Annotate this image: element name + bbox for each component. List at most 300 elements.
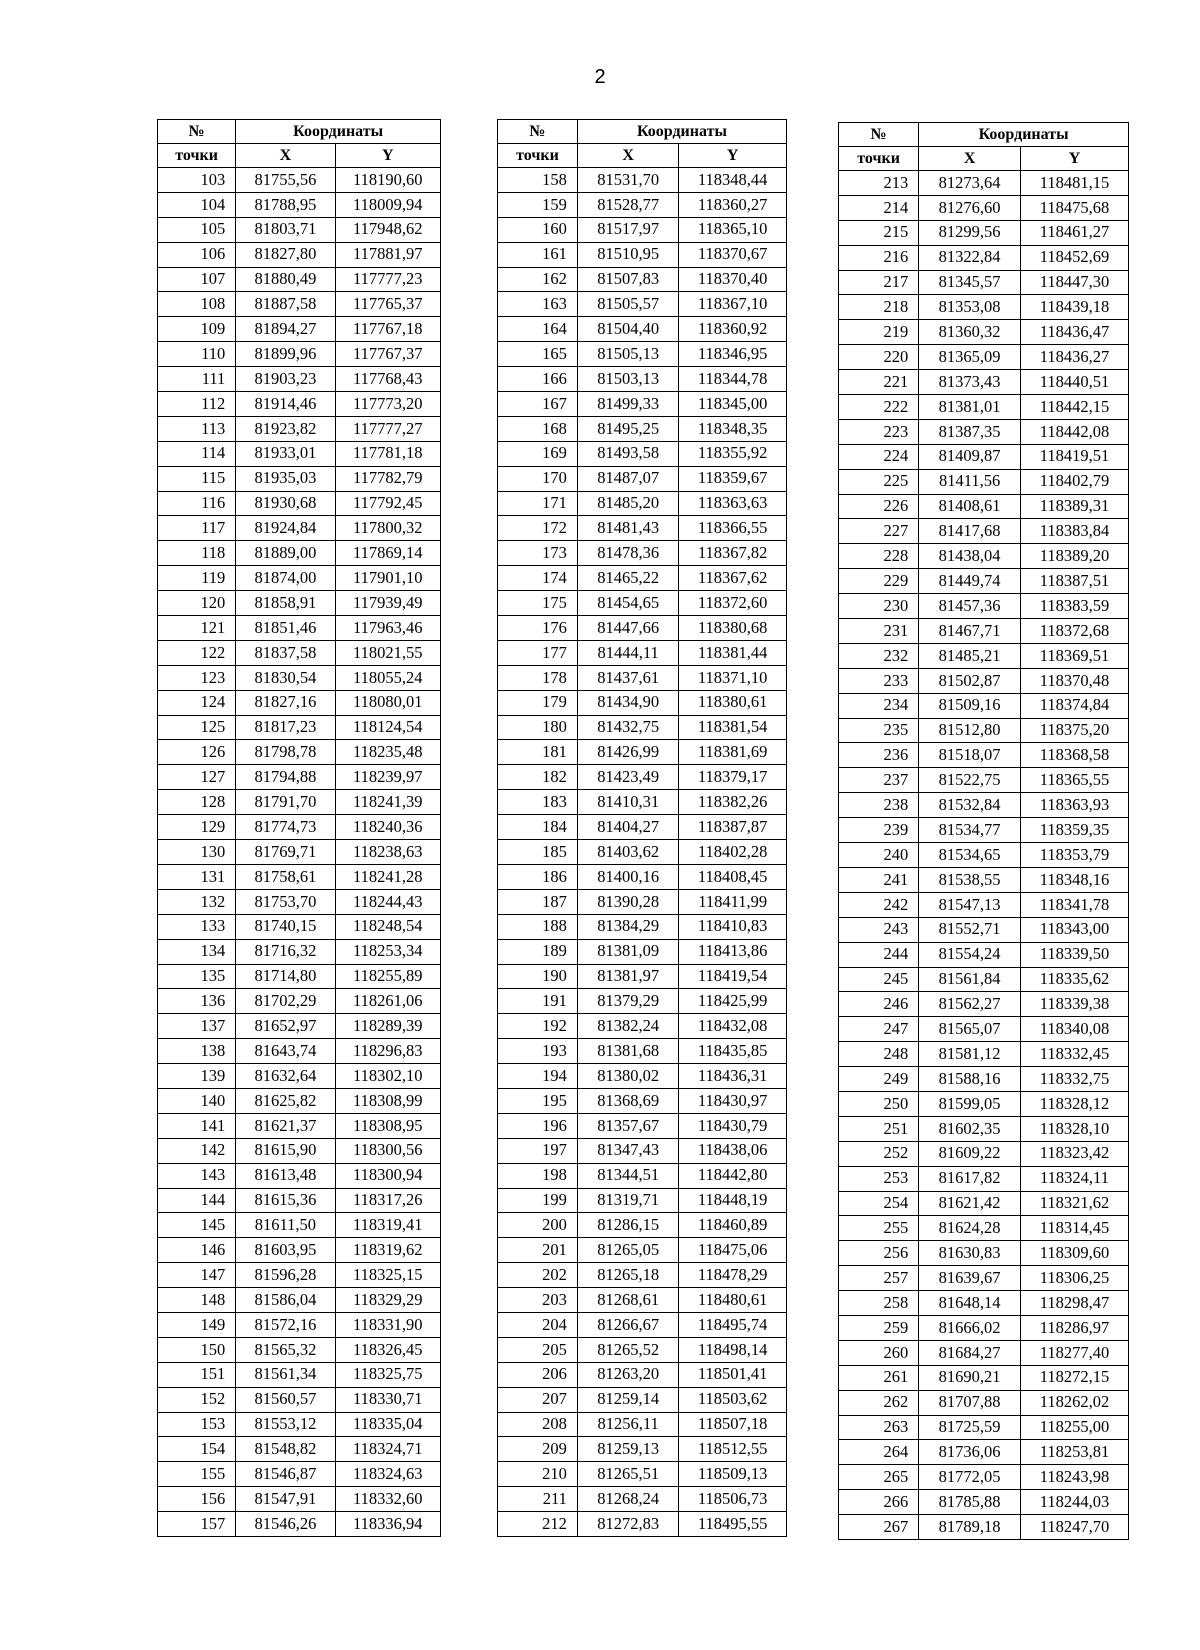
point-number-cell: 225 — [839, 469, 919, 494]
table-row — [839, 843, 1129, 868]
x-coordinate-cell: 81652,97 — [236, 1014, 335, 1039]
x-coordinate-cell: 81532,84 — [919, 793, 1021, 818]
table-row — [498, 217, 787, 242]
table-row — [498, 1387, 787, 1412]
y-coordinate-cell: 117767,18 — [335, 317, 440, 342]
table-row — [158, 267, 441, 292]
y-coordinate-cell: 118498,14 — [679, 1337, 787, 1362]
x-coordinate-cell: 81534,77 — [919, 818, 1021, 843]
x-coordinate-cell: 81487,07 — [577, 466, 678, 491]
x-coordinate-cell: 81384,29 — [577, 914, 678, 939]
point-number-cell: 107 — [158, 267, 236, 292]
table-row — [498, 317, 787, 342]
x-coordinate-cell: 81560,57 — [236, 1387, 335, 1412]
x-coordinate-cell: 81690,21 — [919, 1365, 1021, 1390]
point-number-cell: 191 — [498, 989, 578, 1014]
y-coordinate-cell: 118241,39 — [335, 790, 440, 815]
x-coordinate-cell: 81265,51 — [577, 1462, 678, 1487]
x-coordinate-cell: 81510,95 — [577, 242, 678, 267]
x-coordinate-cell: 81707,88 — [919, 1390, 1021, 1415]
y-coordinate-cell: 118383,84 — [1021, 519, 1129, 544]
y-coordinate-cell: 118124,54 — [335, 715, 440, 740]
point-number-cell: 134 — [158, 939, 236, 964]
table-row — [498, 591, 787, 616]
y-coordinate-cell: 118495,74 — [679, 1312, 787, 1337]
point-number-cell: 213 — [839, 171, 919, 196]
point-number-cell: 130 — [158, 840, 236, 865]
point-number-cell: 155 — [158, 1462, 236, 1487]
point-number-cell: 150 — [158, 1337, 236, 1362]
y-coordinate-cell: 118387,51 — [1021, 569, 1129, 594]
point-number-cell: 170 — [498, 466, 578, 491]
point-number-cell: 125 — [158, 715, 236, 740]
table-row — [498, 416, 787, 441]
x-coordinate-cell: 81684,27 — [919, 1340, 1021, 1365]
y-coordinate-cell: 118460,89 — [679, 1213, 787, 1238]
point-number-cell: 267 — [839, 1515, 919, 1540]
point-number-cell: 135 — [158, 964, 236, 989]
y-coordinate-cell: 118503,62 — [679, 1387, 787, 1412]
table-row — [158, 1412, 441, 1437]
table-row — [158, 516, 441, 541]
x-coordinate-cell: 81505,57 — [577, 292, 678, 317]
point-number-cell: 266 — [839, 1490, 919, 1515]
table-row — [158, 740, 441, 765]
point-number-cell: 119 — [158, 566, 236, 591]
point-number-cell: 168 — [498, 416, 578, 441]
y-coordinate-cell: 118317,26 — [335, 1188, 440, 1213]
y-coordinate-cell: 118387,87 — [679, 815, 787, 840]
point-number-cell: 204 — [498, 1312, 578, 1337]
table-row — [839, 295, 1129, 320]
table-row — [839, 1490, 1129, 1515]
point-number-cell: 230 — [839, 594, 919, 619]
table-row — [158, 242, 441, 267]
table-row — [839, 1515, 1129, 1540]
table-row — [498, 640, 787, 665]
table-row — [498, 392, 787, 417]
point-number-cell: 151 — [158, 1362, 236, 1387]
point-number-cell: 131 — [158, 864, 236, 889]
x-coordinate-cell: 81586,04 — [236, 1288, 335, 1313]
y-coordinate-cell: 118262,02 — [1021, 1390, 1129, 1415]
x-coordinate-cell: 81603,95 — [236, 1238, 335, 1263]
x-coordinate-cell: 81552,71 — [919, 917, 1021, 942]
point-number-cell: 108 — [158, 292, 236, 317]
x-coordinate-cell: 81632,64 — [236, 1064, 335, 1089]
point-number-cell: 253 — [839, 1166, 919, 1191]
table-row — [839, 1191, 1129, 1216]
point-number-cell: 153 — [158, 1412, 236, 1437]
x-coordinate-cell: 81512,80 — [919, 718, 1021, 743]
header-no: № — [498, 120, 578, 144]
x-coordinate-cell: 81725,59 — [919, 1415, 1021, 1440]
table-row — [158, 1263, 441, 1288]
x-coordinate-cell: 81493,58 — [577, 441, 678, 466]
y-coordinate-cell: 117901,10 — [335, 566, 440, 591]
point-number-cell: 265 — [839, 1465, 919, 1490]
x-coordinate-cell: 81880,49 — [236, 267, 335, 292]
table-row — [158, 292, 441, 317]
point-number-cell: 248 — [839, 1042, 919, 1067]
x-coordinate-cell: 81599,05 — [919, 1091, 1021, 1116]
x-coordinate-cell: 81572,16 — [236, 1312, 335, 1337]
table-row — [498, 566, 787, 591]
point-number-cell: 190 — [498, 964, 578, 989]
x-coordinate-cell: 81534,65 — [919, 843, 1021, 868]
table-row — [839, 270, 1129, 295]
y-coordinate-cell: 118363,93 — [1021, 793, 1129, 818]
table-row — [498, 516, 787, 541]
y-coordinate-cell: 118461,27 — [1021, 220, 1129, 245]
point-number-cell: 109 — [158, 317, 236, 342]
y-coordinate-cell: 118419,54 — [679, 964, 787, 989]
y-coordinate-cell: 118302,10 — [335, 1064, 440, 1089]
x-coordinate-cell: 81547,91 — [236, 1487, 335, 1512]
point-number-cell: 212 — [498, 1512, 578, 1537]
y-coordinate-cell: 117777,23 — [335, 267, 440, 292]
table-row — [158, 790, 441, 815]
table-row — [839, 1141, 1129, 1166]
y-coordinate-cell: 118381,54 — [679, 715, 787, 740]
x-coordinate-cell: 81447,66 — [577, 616, 678, 641]
y-coordinate-cell: 117781,18 — [335, 441, 440, 466]
x-coordinate-cell: 81437,61 — [577, 665, 678, 690]
x-coordinate-cell: 81381,68 — [577, 1039, 678, 1064]
x-coordinate-cell: 81817,23 — [236, 715, 335, 740]
table-row — [839, 1091, 1129, 1116]
point-number-cell: 174 — [498, 566, 578, 591]
point-number-cell: 133 — [158, 914, 236, 939]
table-row — [839, 818, 1129, 843]
y-coordinate-cell: 118340,08 — [1021, 1017, 1129, 1042]
table-row — [839, 643, 1129, 668]
y-coordinate-cell: 117767,37 — [335, 342, 440, 367]
y-coordinate-cell: 118481,15 — [1021, 171, 1129, 196]
point-number-cell: 215 — [839, 220, 919, 245]
header-point: точки — [158, 144, 236, 168]
table-row — [839, 1440, 1129, 1465]
point-number-cell: 129 — [158, 815, 236, 840]
x-coordinate-cell: 81769,71 — [236, 840, 335, 865]
y-coordinate-cell: 118365,10 — [679, 217, 787, 242]
coordinates-table-1 — [157, 119, 441, 1537]
point-number-cell: 229 — [839, 569, 919, 594]
y-coordinate-cell: 118343,00 — [1021, 917, 1129, 942]
table-row — [839, 867, 1129, 892]
point-number-cell: 220 — [839, 345, 919, 370]
point-number-cell: 147 — [158, 1263, 236, 1288]
x-coordinate-cell: 81837,58 — [236, 640, 335, 665]
y-coordinate-cell: 118255,00 — [1021, 1415, 1129, 1440]
point-number-cell: 221 — [839, 370, 919, 395]
table-row — [839, 1340, 1129, 1365]
x-coordinate-cell: 81400,16 — [577, 864, 678, 889]
table-row — [158, 864, 441, 889]
x-coordinate-cell: 81404,27 — [577, 815, 678, 840]
y-coordinate-cell: 118239,97 — [335, 765, 440, 790]
x-coordinate-cell: 81903,23 — [236, 367, 335, 392]
point-number-cell: 208 — [498, 1412, 578, 1437]
y-coordinate-cell: 117773,20 — [335, 392, 440, 417]
point-number-cell: 244 — [839, 942, 919, 967]
table-row — [839, 1465, 1129, 1490]
y-coordinate-cell: 118495,55 — [679, 1512, 787, 1537]
table-row — [158, 1113, 441, 1138]
table-row — [498, 242, 787, 267]
point-number-cell: 259 — [839, 1315, 919, 1340]
x-coordinate-cell: 81830,54 — [236, 665, 335, 690]
table-row — [839, 1042, 1129, 1067]
point-number-cell: 105 — [158, 217, 236, 242]
table-row — [158, 640, 441, 665]
x-coordinate-cell: 81615,36 — [236, 1188, 335, 1213]
point-number-cell: 183 — [498, 790, 578, 815]
y-coordinate-cell: 118360,27 — [679, 192, 787, 217]
table-row — [158, 1188, 441, 1213]
table-row — [839, 1390, 1129, 1415]
y-coordinate-cell: 118345,00 — [679, 392, 787, 417]
x-coordinate-cell: 81373,43 — [919, 370, 1021, 395]
x-coordinate-cell: 81381,97 — [577, 964, 678, 989]
y-coordinate-cell: 118512,55 — [679, 1437, 787, 1462]
x-coordinate-cell: 81899,96 — [236, 342, 335, 367]
table-row — [498, 765, 787, 790]
y-coordinate-cell: 118306,25 — [1021, 1266, 1129, 1291]
x-coordinate-cell: 81381,09 — [577, 939, 678, 964]
table-row — [158, 1387, 441, 1412]
table-row — [498, 367, 787, 392]
y-coordinate-cell: 118408,45 — [679, 864, 787, 889]
point-number-cell: 192 — [498, 1014, 578, 1039]
table-row — [158, 1163, 441, 1188]
header-coordinates: Координаты — [236, 120, 441, 144]
x-coordinate-cell: 81426,99 — [577, 740, 678, 765]
y-coordinate-cell: 118430,79 — [679, 1113, 787, 1138]
point-number-cell: 202 — [498, 1263, 578, 1288]
point-number-cell: 103 — [158, 168, 236, 193]
y-coordinate-cell: 118381,44 — [679, 640, 787, 665]
point-number-cell: 245 — [839, 967, 919, 992]
y-coordinate-cell: 118325,15 — [335, 1263, 440, 1288]
point-number-cell: 137 — [158, 1014, 236, 1039]
table-row — [498, 168, 787, 193]
x-coordinate-cell: 81390,28 — [577, 889, 678, 914]
table-row — [158, 491, 441, 516]
y-coordinate-cell: 117765,37 — [335, 292, 440, 317]
point-number-cell: 255 — [839, 1216, 919, 1241]
x-coordinate-cell: 81522,75 — [919, 768, 1021, 793]
point-number-cell: 218 — [839, 295, 919, 320]
table-row — [498, 1312, 787, 1337]
y-coordinate-cell: 118425,99 — [679, 989, 787, 1014]
y-coordinate-cell: 118432,08 — [679, 1014, 787, 1039]
y-coordinate-cell: 118235,48 — [335, 740, 440, 765]
point-number-cell: 163 — [498, 292, 578, 317]
header-x: X — [236, 144, 335, 168]
y-coordinate-cell: 118448,19 — [679, 1188, 787, 1213]
y-coordinate-cell: 118248,54 — [335, 914, 440, 939]
x-coordinate-cell: 81345,57 — [919, 270, 1021, 295]
header-point: точки — [839, 147, 919, 171]
table-row — [498, 292, 787, 317]
y-coordinate-cell: 118436,27 — [1021, 345, 1129, 370]
y-coordinate-cell: 118410,83 — [679, 914, 787, 939]
y-coordinate-cell: 118319,62 — [335, 1238, 440, 1263]
y-coordinate-cell: 118440,51 — [1021, 370, 1129, 395]
y-coordinate-cell: 118389,31 — [1021, 494, 1129, 519]
point-number-cell: 160 — [498, 217, 578, 242]
x-coordinate-cell: 81924,84 — [236, 516, 335, 541]
point-number-cell: 257 — [839, 1266, 919, 1291]
table-row — [839, 992, 1129, 1017]
x-coordinate-cell: 81617,82 — [919, 1166, 1021, 1191]
y-coordinate-cell: 118374,84 — [1021, 693, 1129, 718]
point-number-cell: 239 — [839, 818, 919, 843]
x-coordinate-cell: 81758,61 — [236, 864, 335, 889]
point-number-cell: 219 — [839, 320, 919, 345]
y-coordinate-cell: 118365,55 — [1021, 768, 1129, 793]
x-coordinate-cell: 81344,51 — [577, 1163, 678, 1188]
x-coordinate-cell: 81465,22 — [577, 566, 678, 591]
point-number-cell: 189 — [498, 939, 578, 964]
table-row — [839, 619, 1129, 644]
x-coordinate-cell: 81755,56 — [236, 168, 335, 193]
point-number-cell: 164 — [498, 317, 578, 342]
point-number-cell: 138 — [158, 1039, 236, 1064]
table-row — [158, 1337, 441, 1362]
y-coordinate-cell: 118277,40 — [1021, 1340, 1129, 1365]
point-number-cell: 141 — [158, 1113, 236, 1138]
y-coordinate-cell: 118369,51 — [1021, 643, 1129, 668]
y-coordinate-cell: 118332,45 — [1021, 1042, 1129, 1067]
table-row — [839, 1116, 1129, 1141]
table-row — [839, 1291, 1129, 1316]
table-row — [158, 317, 441, 342]
y-coordinate-cell: 118380,61 — [679, 690, 787, 715]
table-row — [158, 939, 441, 964]
table-row — [498, 1437, 787, 1462]
y-coordinate-cell: 118370,48 — [1021, 668, 1129, 693]
y-coordinate-cell: 117963,46 — [335, 616, 440, 641]
point-number-cell: 128 — [158, 790, 236, 815]
point-number-cell: 236 — [839, 743, 919, 768]
point-number-cell: 178 — [498, 665, 578, 690]
table-row — [839, 1017, 1129, 1042]
table-row — [839, 1365, 1129, 1390]
table-row — [839, 718, 1129, 743]
y-coordinate-cell: 118289,39 — [335, 1014, 440, 1039]
table-row — [839, 768, 1129, 793]
point-number-cell: 152 — [158, 1387, 236, 1412]
x-coordinate-cell: 81517,97 — [577, 217, 678, 242]
point-number-cell: 240 — [839, 843, 919, 868]
table-row — [498, 541, 787, 566]
x-coordinate-cell: 81272,83 — [577, 1512, 678, 1537]
table-row — [158, 964, 441, 989]
point-number-cell: 223 — [839, 419, 919, 444]
table-row — [498, 840, 787, 865]
x-coordinate-cell: 81565,07 — [919, 1017, 1021, 1042]
point-number-cell: 198 — [498, 1163, 578, 1188]
point-number-cell: 197 — [498, 1138, 578, 1163]
table-row — [158, 1487, 441, 1512]
point-number-cell: 121 — [158, 616, 236, 641]
point-number-cell: 146 — [158, 1238, 236, 1263]
x-coordinate-cell: 81740,15 — [236, 914, 335, 939]
y-coordinate-cell: 118286,97 — [1021, 1315, 1129, 1340]
y-coordinate-cell: 118324,11 — [1021, 1166, 1129, 1191]
y-coordinate-cell: 118402,79 — [1021, 469, 1129, 494]
table-row — [498, 815, 787, 840]
y-coordinate-cell: 118009,94 — [335, 192, 440, 217]
y-coordinate-cell: 118382,26 — [679, 790, 787, 815]
table-row — [498, 939, 787, 964]
x-coordinate-cell: 81256,11 — [577, 1412, 678, 1437]
y-coordinate-cell: 118370,67 — [679, 242, 787, 267]
y-coordinate-cell: 118371,10 — [679, 665, 787, 690]
x-coordinate-cell: 81449,74 — [919, 569, 1021, 594]
table-row — [498, 1064, 787, 1089]
x-coordinate-cell: 81609,22 — [919, 1141, 1021, 1166]
table-body — [158, 168, 441, 1537]
y-coordinate-cell: 118380,68 — [679, 616, 787, 641]
x-coordinate-cell: 81930,68 — [236, 491, 335, 516]
y-coordinate-cell: 118314,45 — [1021, 1216, 1129, 1241]
coordinates-table-2 — [497, 119, 787, 1537]
point-number-cell: 149 — [158, 1312, 236, 1337]
table-row — [498, 1188, 787, 1213]
x-coordinate-cell: 81639,67 — [919, 1266, 1021, 1291]
table-row — [839, 469, 1129, 494]
table-row — [498, 989, 787, 1014]
y-coordinate-cell: 118326,45 — [335, 1337, 440, 1362]
y-coordinate-cell: 118339,50 — [1021, 942, 1129, 967]
table-row — [839, 345, 1129, 370]
point-number-cell: 182 — [498, 765, 578, 790]
point-number-cell: 235 — [839, 718, 919, 743]
x-coordinate-cell: 81411,56 — [919, 469, 1021, 494]
y-coordinate-cell: 117948,62 — [335, 217, 440, 242]
y-coordinate-cell: 118379,17 — [679, 765, 787, 790]
x-coordinate-cell: 81410,31 — [577, 790, 678, 815]
point-number-cell: 148 — [158, 1288, 236, 1313]
point-number-cell: 226 — [839, 494, 919, 519]
x-coordinate-cell: 81259,13 — [577, 1437, 678, 1462]
header-coordinates: Координаты — [577, 120, 786, 144]
table-row — [498, 1039, 787, 1064]
x-coordinate-cell: 81827,16 — [236, 690, 335, 715]
x-coordinate-cell: 81666,02 — [919, 1315, 1021, 1340]
x-coordinate-cell: 81914,46 — [236, 392, 335, 417]
y-coordinate-cell: 117881,97 — [335, 242, 440, 267]
y-coordinate-cell: 118360,92 — [679, 317, 787, 342]
table-row — [158, 591, 441, 616]
point-number-cell: 194 — [498, 1064, 578, 1089]
table-row — [158, 914, 441, 939]
table-row — [498, 1213, 787, 1238]
x-coordinate-cell: 81507,83 — [577, 267, 678, 292]
table-row — [498, 1238, 787, 1263]
y-coordinate-cell: 118080,01 — [335, 690, 440, 715]
x-coordinate-cell: 81716,32 — [236, 939, 335, 964]
y-coordinate-cell: 118253,81 — [1021, 1440, 1129, 1465]
x-coordinate-cell: 81785,88 — [919, 1490, 1021, 1515]
y-coordinate-cell: 118244,43 — [335, 889, 440, 914]
point-number-cell: 113 — [158, 416, 236, 441]
table-row — [158, 889, 441, 914]
point-number-cell: 126 — [158, 740, 236, 765]
